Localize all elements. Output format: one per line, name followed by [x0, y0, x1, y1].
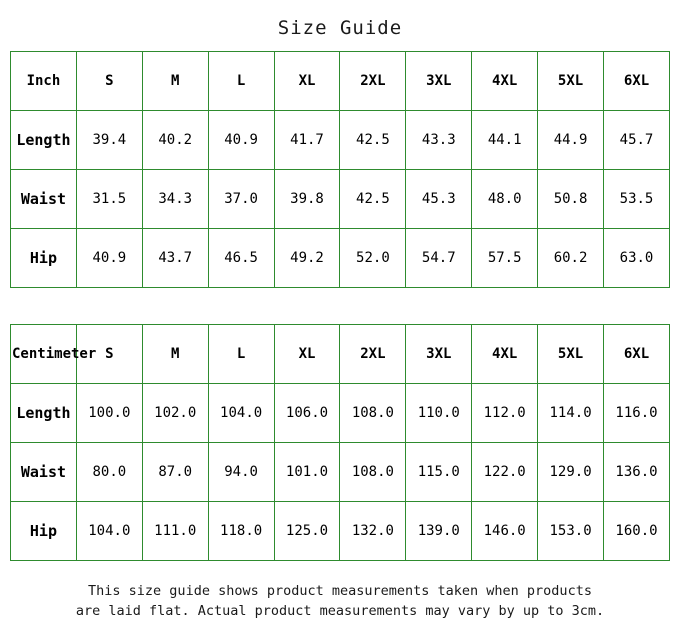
table-row — [11, 229, 670, 288]
size-header-6xl: 6XL — [604, 325, 670, 384]
size-header-2xl: 2XL — [340, 325, 406, 384]
row-label-length: Length — [11, 111, 77, 170]
cell-length-m: 40.2 — [142, 111, 208, 170]
size-header-3xl: 3XL — [406, 325, 472, 384]
cell-hip-3xl: 139.0 — [406, 502, 472, 561]
table-row — [11, 443, 670, 502]
cell-hip-s: 40.9 — [76, 229, 142, 288]
cell-length-s: 100.0 — [76, 384, 142, 443]
cell-waist-3xl: 45.3 — [406, 170, 472, 229]
table-row — [11, 170, 670, 229]
cell-hip-3xl: 54.7 — [406, 229, 472, 288]
cell-hip-5xl: 153.0 — [538, 502, 604, 561]
footnote-line-1: This size guide shows product measurements taken when products — [88, 583, 592, 599]
cell-waist-3xl: 115.0 — [406, 443, 472, 502]
cell-length-3xl: 43.3 — [406, 111, 472, 170]
table-row — [11, 384, 670, 443]
cell-waist-4xl: 48.0 — [472, 170, 538, 229]
table-header-row — [11, 325, 670, 384]
size-table-centimeter — [10, 324, 670, 561]
table-header-row — [11, 52, 670, 111]
cell-hip-l: 46.5 — [208, 229, 274, 288]
cell-hip-s: 104.0 — [76, 502, 142, 561]
cell-hip-xl: 49.2 — [274, 229, 340, 288]
row-label-waist: Waist — [11, 443, 77, 502]
cell-waist-4xl: 122.0 — [472, 443, 538, 502]
cell-length-xl: 106.0 — [274, 384, 340, 443]
size-header-5xl: 5XL — [538, 325, 604, 384]
size-header-xl: XL — [274, 52, 340, 111]
cell-length-l: 104.0 — [208, 384, 274, 443]
cell-waist-m: 34.3 — [142, 170, 208, 229]
cell-waist-2xl: 42.5 — [340, 170, 406, 229]
cell-length-5xl: 44.9 — [538, 111, 604, 170]
page-title: Size Guide — [277, 17, 403, 39]
size-header-l: L — [208, 325, 274, 384]
unit-label-inch: Inch — [11, 52, 77, 111]
row-label-length: Length — [11, 384, 77, 443]
table-spacer — [0, 288, 680, 324]
footnote-line-2: are laid flat. Actual product measurements may vary by up to 3cm. — [75, 603, 605, 619]
cell-waist-2xl: 108.0 — [340, 443, 406, 502]
size-header-s: S — [76, 52, 142, 111]
size-header-4xl: 4XL — [472, 52, 538, 111]
row-label-hip: Hip — [11, 502, 77, 561]
cell-waist-xl: 39.8 — [274, 170, 340, 229]
cell-waist-5xl: 50.8 — [538, 170, 604, 229]
cell-waist-6xl: 136.0 — [604, 443, 670, 502]
cell-hip-4xl: 57.5 — [472, 229, 538, 288]
size-header-2xl: 2XL — [340, 52, 406, 111]
cell-waist-s: 31.5 — [76, 170, 142, 229]
cell-length-4xl: 44.1 — [472, 111, 538, 170]
cell-hip-4xl: 146.0 — [472, 502, 538, 561]
cell-hip-l: 118.0 — [208, 502, 274, 561]
size-header-xl: XL — [274, 325, 340, 384]
cell-waist-5xl: 129.0 — [538, 443, 604, 502]
size-header-l: L — [208, 52, 274, 111]
cell-length-xl: 41.7 — [274, 111, 340, 170]
size-header-4xl: 4XL — [472, 325, 538, 384]
cell-hip-m: 111.0 — [142, 502, 208, 561]
size-header-s: S — [76, 325, 142, 384]
cell-hip-xl: 125.0 — [274, 502, 340, 561]
cell-length-4xl: 112.0 — [472, 384, 538, 443]
cell-waist-6xl: 53.5 — [604, 170, 670, 229]
size-header-3xl: 3XL — [406, 52, 472, 111]
cell-waist-xl: 101.0 — [274, 443, 340, 502]
cell-length-3xl: 110.0 — [406, 384, 472, 443]
cell-hip-5xl: 60.2 — [538, 229, 604, 288]
row-label-waist: Waist — [11, 170, 77, 229]
size-header-m: M — [142, 325, 208, 384]
cell-waist-m: 87.0 — [142, 443, 208, 502]
table-row — [11, 502, 670, 561]
cell-waist-l: 37.0 — [208, 170, 274, 229]
row-label-hip: Hip — [11, 229, 77, 288]
unit-label-centimeter: Centimeter — [11, 325, 77, 384]
size-header-6xl: 6XL — [604, 52, 670, 111]
size-header-5xl: 5XL — [538, 52, 604, 111]
cell-waist-l: 94.0 — [208, 443, 274, 502]
cell-hip-6xl: 63.0 — [604, 229, 670, 288]
cell-length-l: 40.9 — [208, 111, 274, 170]
cell-hip-2xl: 52.0 — [340, 229, 406, 288]
size-table-inch — [10, 51, 670, 288]
cell-waist-s: 80.0 — [76, 443, 142, 502]
footnote — [0, 581, 680, 621]
cell-length-s: 39.4 — [76, 111, 142, 170]
size-header-m: M — [142, 52, 208, 111]
cell-length-5xl: 114.0 — [538, 384, 604, 443]
cell-length-2xl: 108.0 — [340, 384, 406, 443]
cell-length-6xl: 116.0 — [604, 384, 670, 443]
cell-length-6xl: 45.7 — [604, 111, 670, 170]
cell-hip-6xl: 160.0 — [604, 502, 670, 561]
cell-length-m: 102.0 — [142, 384, 208, 443]
cell-hip-2xl: 132.0 — [340, 502, 406, 561]
table-row — [11, 111, 670, 170]
cell-hip-m: 43.7 — [142, 229, 208, 288]
cell-length-2xl: 42.5 — [340, 111, 406, 170]
